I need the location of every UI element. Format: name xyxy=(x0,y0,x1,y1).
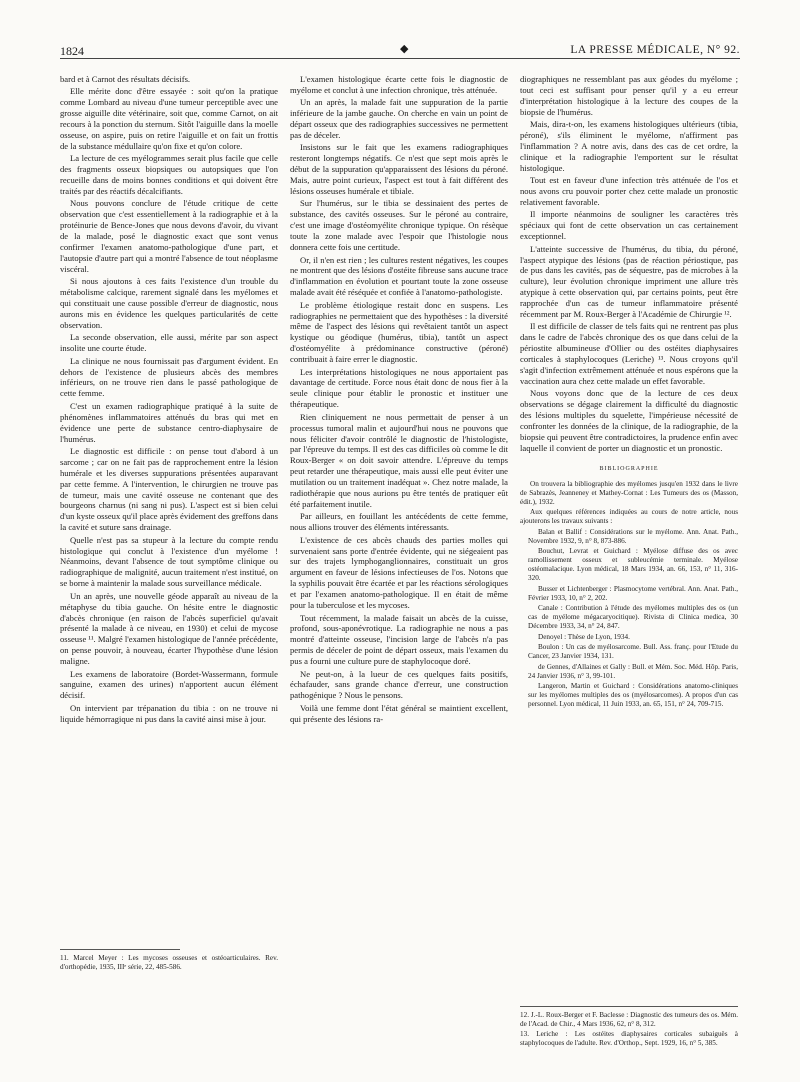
bibliography-entry: Denoyel : Thèse de Lyon, 1934. xyxy=(538,632,630,641)
column-1 xyxy=(60,74,278,726)
paragraph: La clinique ne nous fournissait pas d'argument évident. En dehors de l'existence de plusieurs abcès des membres inférieurs, on ne trouve rien dans le passé pathologique de cette femme. xyxy=(60,355,278,399)
paragraph: Insistons sur le fait que les examens radiographiques resteront longtemps négatifs. Ce n'est que sept mois après le début de la suppuration qu'apparaissent des lésions du péroné. Mais, autre point curieux, l'aspect est tout à fait différent des lésions osseuses humérale et tibiale. xyxy=(290,142,508,197)
paragraph: On intervient par trépanation du tibia : on ne trouve ni liquide hémorragique ni pus dans la cavité ainsi mise à jour. xyxy=(60,702,278,724)
paragraph: Il importe néanmoins de souligner les caractères très spéciaux qui font de cette observation un cas certainement exceptionnel. xyxy=(520,209,738,242)
bibliography-entry: Canale : Contribution à l'étude des myélomes multiples des os (un cas de myélome mégacaryocitique). Rivista di Clinica medica, 30 Décembre 1933, 34, n° 24, 847. xyxy=(528,604,738,631)
paragraph: Mais, dira-t-on, les examens histologiques ultérieurs (tibia, péroné), s'ils éliminent le myélome, n'affirment pas l'inflammation ? A notre avis, dans des cas de cet ordre, la clinique et la radiographie l'emportent sur le résultat histologique. xyxy=(520,119,738,173)
paragraph: Ne peut-on, à la lueur de ces quelques faits positifs, échafauder, sans grande chance d'erreur, une construction pathogénique ? Nous le pensons. xyxy=(290,668,508,701)
page-number: 1824 xyxy=(60,44,84,58)
paragraph: Un an après, la malade fait une suppuration de la partie inférieure de la jambe gauche. On cherche en vain un point de départ osseux que des radiographies successives ne permettent pas de déceler. xyxy=(290,97,508,141)
journal-title: LA PRESSE MÉDICALE, N° 92. xyxy=(570,44,740,56)
bibliography-entry: Langeron, Martin et Guichard : Considérations anatomo-cliniques sur les myélomes multiples des os (myélosarcomes). A propos d'un cas personnel. Lyon médical, 11 Juin 1933, an. 65, 151, n° 24, 709-715. xyxy=(528,682,738,709)
paragraph: diographiques ne ressemblant pas aux géodes du myélome ; tout ceci est suffisant pour penser qu'il y a eu erreur d'interprétation histologique à la lecture des coupes de la biopsie de l'humérus. xyxy=(520,74,738,117)
bibliography-intro: Aux quelques références indiquées au cours de notre article, nous ajouterons les travaux suivants : xyxy=(520,508,738,526)
paragraph: bard et à Carnot des résultats décisifs. xyxy=(60,74,191,84)
paragraph: Or, il n'en est rien ; les cultures restent négatives, les coupes ne montrent que des lésions d'ostéite fibreuse sans aucune trace d'inflammation en évolution et pourtant toute la zone osseuse malade avait été réséquée et confiée à l'anatomo-pathologiste. xyxy=(290,254,508,298)
paragraph: C'est un examen radiographique pratiqué à la suite de phénomènes inflammatoires atténués du bras qui met en évidence une perte de substance centro-diaphysaire de l'humérus. xyxy=(60,400,278,444)
paragraph: Un an après, une nouvelle géode apparaît au niveau de la métaphyse du tibia gauche. On hésite entre le diagnostic d'abcès chronique (en raison de l'abcès superficiel qu'avait présenté la malade à ce niveau, en 1930) et celui de mycose osseuse ¹¹. Malgré l'examen histologique de l'année précédente, on pense pouvoir, à nouveau, écarter l'hypothèse d'une lésion maligne. xyxy=(60,590,279,667)
paragraph: Tout récemment, la malade faisait un abcès de la cuisse, profond, sous-aponévrotique. La radiographie ne nous a pas montré d'atteinte osseuse, l'incision large de l'abcès n'a pas permis de déceler de point de départ osseux, mais l'examen du pus a fourni une culture pure de staphylocoque doré. xyxy=(290,612,508,667)
header-ornament: ◆ xyxy=(400,43,409,55)
bibliography-entry: Bouchut, Levrat et Guichard : Myélose diffuse des os avec ramollissement osseux et subleucémie terminale. Myélose ostéomalacique. Lyon médical, 18 Mars 1934, an. 66, 153, n° 11, 316-320. xyxy=(528,547,738,583)
footnote-rule xyxy=(60,949,180,950)
column-2 xyxy=(290,74,508,726)
paragraph: L'atteinte successive de l'humérus, du tibia, du péroné, l'aspect atypique des lésions (pas de réaction périostique, pas de pus dans les cavités, pas de séquestre, pas de microbes à la culture), leur évolution chronique impriment une allure très atypique à cette observation qui, par certains points, peut être rapprochée d'un cas de tumeur inflammatoire présenté récemment par M. Roux-Berger à l'Académie de Chirurgie ¹². xyxy=(520,243,738,320)
bibliography-entry: de Gennes, d'Allaines et Gally : Bull. et Mém. Soc. Méd. Hôp. Paris, 24 Janvier 1936, n° 3, 99-101. xyxy=(528,662,738,680)
paragraph: Nous pouvons conclure de l'étude critique de cette observation que c'est essentiellement à la radiographie et à la protéinurie de Bence-Jones que nous devons d'avoir, du vivant de la malade, posé le diagnostic exact que sont venus confirmer l'examen anatomo-pathologique d'une part, et l'autopsie d'autre part qui a montré l'absence de tout néoplasme viscéral. xyxy=(60,198,278,274)
paragraph: L'existence de ces abcès chauds des parties molles qui survenaient sans porte d'entrée évidente, qui ne siégeaient pas sur des trajets lymphoganglionnaires, constituait un gros argument en faveur de lésions infectieuses de l'os. Notons que la syphilis pouvait être écartée et par les réactions sérologiques et par l'examen anatomo-pathologique. Il en était de même pour la tuberculose et les mycoses. xyxy=(290,534,508,611)
paragraph: Tout est en faveur d'une infection très atténuée de l'os et nous avons cru pouvoir porter chez cette malade un pronostic relativement favorable. xyxy=(520,175,738,207)
footnote-rule xyxy=(520,1006,738,1007)
paragraph: Elle mérite donc d'être essayée : soit qu'on la pratique comme Lombard au niveau d'une tumeur perceptible avec une grosse aiguille dite vétérinaire, soit que, comme Carnot, on ait recours à la ponction du sternum. Sitôt l'aiguille dans la moelle osseuse, on aspire, puis on retire l'aiguille et on fait un frottis de la substance médullaire qu'on fixe et qu'on colore. xyxy=(60,86,278,151)
paragraph: Rien cliniquement ne nous permettait de penser à un processus tumoral malin et aujourd'hui nous ne pouvons que nous féliciter d'avoir contrôlé le diagnostic de l'histologiste, par l'épreuve du temps. Il est des cas difficiles où comme le dit Roux-Berger « on doit savoir attendre. L'épreuve du temps peut retarder une thérapeutique, mais aussi elle peut éviter une mutilation ou un traitement inadéquat ». Chez notre malade, la radiothérapie que nous aurions pu être tentés de pratiquer eût été parfaitement inutile. xyxy=(290,411,508,509)
footnote-block-right xyxy=(520,1011,738,1049)
bibliography-entry: Balan et Ballif : Considérations sur le myélome. Ann. Anat. Path., Novembre 1932, 9, n° 8, 873-886. xyxy=(528,527,738,545)
paragraph: Le diagnostic est difficile : on pense tout d'abord à un sarcome ; car on ne fait pas de rapprochement entre la lésion humérale et les diverses suppurations présentées auparavant par cette femme. A l'intervention, le chirurgien ne trouve pas de tumeur, mais une cavité osseuse ne contenant que des bourgeons charnus (ni sang ni pus). L'aspect est si bien celui d'un kyste osseux qu'il place après évidement des greffons dans la cavité et suture sans drainage. xyxy=(60,445,278,533)
footnote-11: 11. Marcel Meyer : Les mycoses osseuses et ostéoarticulaires. Rev. d'orthopédie, 1935, IIIᵉ série, 22, 485-586. xyxy=(60,954,278,971)
paragraph: Les examens de laboratoire (Bordet-Wassermann, formule sanguine, examen des urines) n'apportent aucun élément décisif. xyxy=(60,668,278,701)
paragraph: Nous voyons donc que de la lecture de ces deux observations se dégage clairement la difficulté du diagnostic des lésions multiples du squelette, l'impérieuse nécessité de confronter les données de la clinique, de la radiographie, de la biopsie qui peuvent être contradictoires, la prudence enfin avec laquelle il convient de porter un diagnostic et un pronostic. xyxy=(520,388,738,453)
paragraph: La seconde observation, elle aussi, mérite par son aspect insolite une courte étude. xyxy=(60,332,278,354)
header-rule xyxy=(60,58,740,59)
paragraph: Le problème étiologique restait donc en suspens. Les radiographies ne permettaient que des hypothèses : la diversité même de l'aspect des lésions qui revêtaient tantôt un aspect kystique ou géodique (humérus, tibia), tantôt un aspect d'ostéomyélite à prédominance constructive (péroné) contribuait à faire errer le diagnostic. xyxy=(290,299,508,365)
paragraph: Les interprétations histologiques ne nous apportaient pas davantage de certitude. Force nous était donc de nous fier à la seule clinique pour établir le pronostic et instituer une thérapeutique. xyxy=(290,366,508,410)
paragraph: Par ailleurs, en fouillant les antécédents de cette femme, nous allions trouver des éléments intéressants. xyxy=(290,511,508,533)
footnote-block-left xyxy=(60,954,278,972)
paragraph: Il est difficile de classer de tels faits qui ne rentrent pas plus dans le cadre de l'abcès chronique des os que dans celui de la périostite albumineuse d'Ollier ou des ostéites diaphysaires corticales à staphylocoques (Leriche) ¹³. Nous croyons qu'il s'agit d'infection extrêmement atténuée et nous espérons que la vaccination aura chez cette malade un effet favorable. xyxy=(520,321,738,386)
paragraph: Quelle n'est pas sa stupeur à la lecture du compte rendu histologique qui conclut à l'existence d'un myélome ! Néanmoins, devant l'absence de tout symptôme clinique ou radiographique de malignité, aucun traitement n'est institué, on se borne à maintenir la malade sous surveillance médicale. xyxy=(60,534,278,589)
paragraph: Si nous ajoutons à ces faits l'existence d'un trouble du métabolisme calcique, rarement signalé dans les myélomes et qui constituait une cause possible d'erreur de diagnostic, nous aurons mis en évidence les quelques particularités de cette observation. xyxy=(60,276,278,330)
paragraph: Sur l'humérus, sur le tibia se dessinaient des pertes de substance, des cavités osseuses. Sur le péroné au contraire, c'est une image d'ostéomyélite chronique typique. On résèque toute la zone malade avec l'espoir que l'histologie nous donnera cette fois une certitude. xyxy=(290,198,508,253)
footnote-13: 13. Leriche : Les ostéites diaphysaires corticales subaiguës à staphylocoques de l'adulte. Rev. d'Orthop., Sept. 1929, 16, n° 5, 385. xyxy=(520,1030,738,1047)
bibliography-entry: Busser et Lichtenberger : Plasmocytome vertébral. Ann. Anat. Path., Février 1933, 10, n° 2, 202. xyxy=(528,584,738,602)
paragraph: L'examen histologique écarte cette fois le diagnostic de myélome et conclut à une infection chronique, très atténuée. xyxy=(290,74,508,95)
footnote-12: 12. J.-L. Roux-Berger et F. Baclesse : Diagnostic des tumeurs des os. Mém. de l'Acad. de Chir., 4 Mars 1936, 62, n° 8, 312. xyxy=(520,1011,738,1028)
bibliography-intro: On trouvera la bibliographie des myélomes jusqu'en 1932 dans le livre de Sabrazès, Jeanneney et Mathey-Cornat : Les Tumeurs des os (Masson, édit.), 1932. xyxy=(520,479,738,506)
bibliography-title: BIBLIOGRAPHIE xyxy=(599,465,659,472)
bibliography-entry: Boulon : Un cas de myélosarcome. Bull. Ass. franç. pour l'Etude du Cancer, 23 Janvier 1934, 131. xyxy=(528,643,738,661)
paragraph: La lecture de ces myélogrammes serait plus facile que celle des fragments osseux biopsiques ou autopsiques que l'on recueille dans de moins bonnes conditions et qui doivent être traités par des réactifs décalcifiants. xyxy=(60,153,278,197)
column-3 xyxy=(520,74,738,711)
paragraph: Voilà une femme dont l'état général se maintient excellent, qui présente des lésions ra- xyxy=(290,702,508,724)
